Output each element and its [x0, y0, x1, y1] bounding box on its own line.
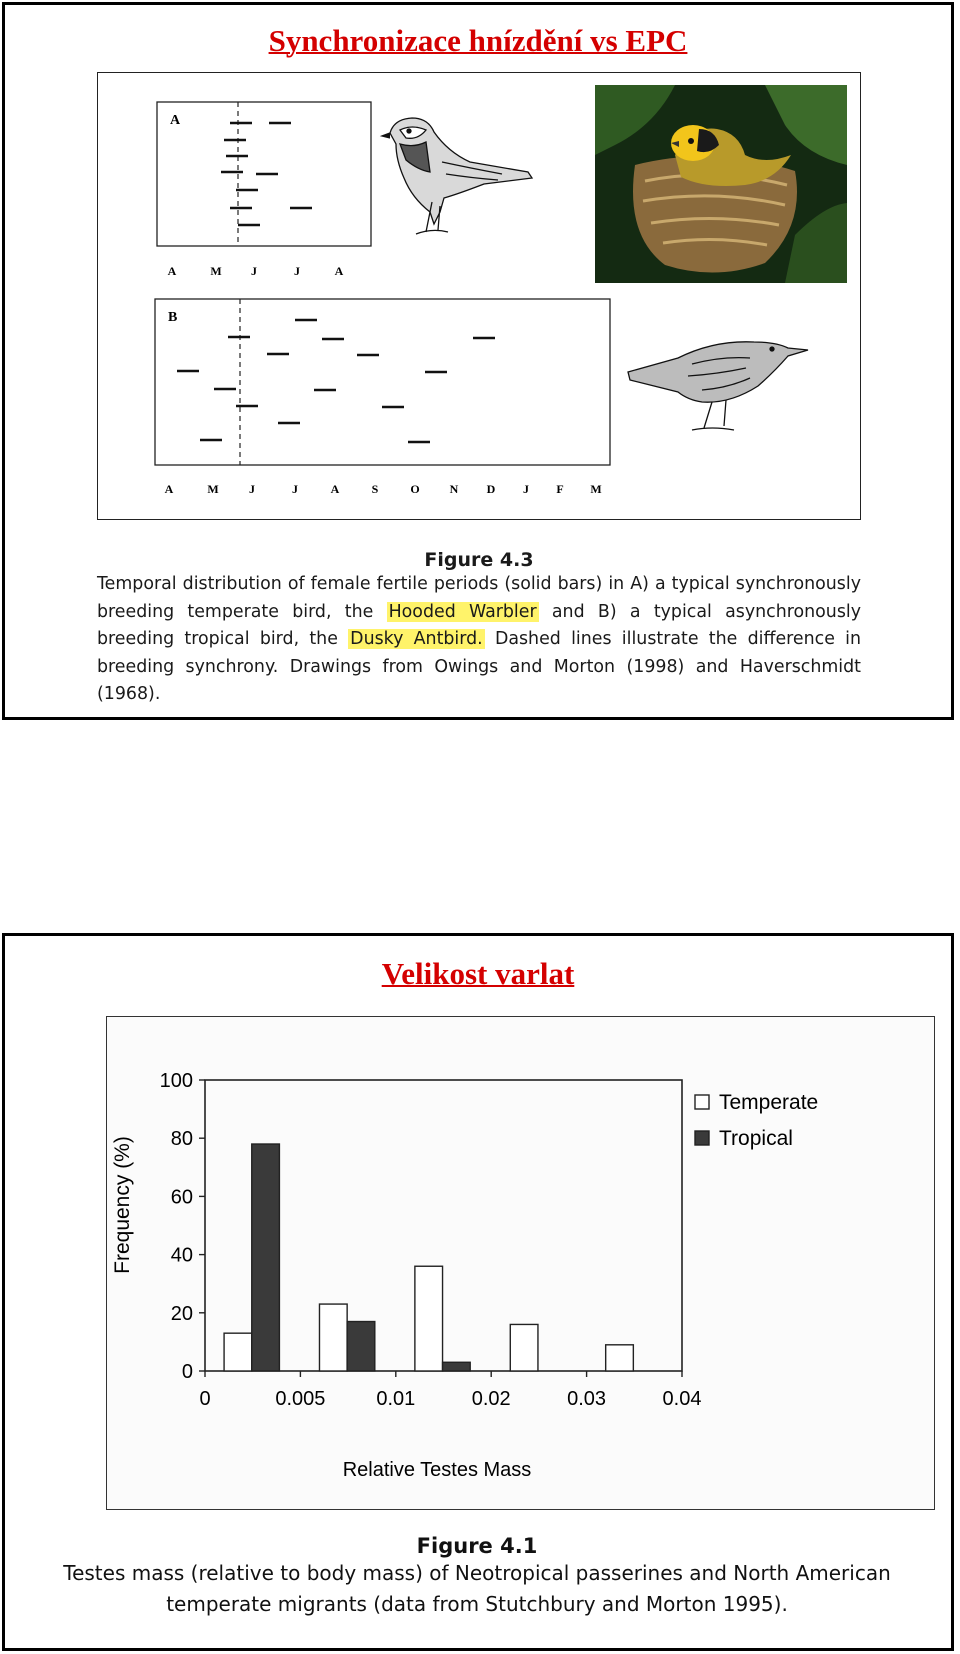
figure-label: Figure 4.3	[424, 549, 534, 571]
y-tick-label: 100	[159, 1070, 193, 1092]
month-label: A	[167, 264, 177, 278]
x-tick-labels	[199, 1388, 701, 1410]
legend-label: Tropical	[719, 1127, 793, 1150]
month-label: J	[294, 264, 300, 278]
legend-swatch	[695, 1095, 709, 1109]
chart-legend	[695, 1091, 818, 1150]
x-tick-label: 0.005	[275, 1388, 326, 1410]
month-label: J	[251, 264, 257, 278]
month-label: A	[164, 482, 174, 496]
figure-caption	[17, 1534, 937, 1620]
testes-mass-chart	[107, 1017, 933, 1508]
warbler-drawing	[382, 118, 532, 234]
x-tick-label: 0.03	[567, 1388, 607, 1410]
chart-frame	[106, 1016, 935, 1510]
bar-temperate	[224, 1333, 252, 1371]
x-tick-label: 0.01	[376, 1388, 416, 1410]
panel-a-label: A	[170, 113, 181, 128]
bar-temperate	[319, 1304, 347, 1371]
slide-title: Velikost varlat	[381, 956, 575, 991]
month-label: O	[410, 482, 420, 496]
highlighted-species-dusky-antbird: Dusky Antbird.	[350, 629, 483, 649]
month-label: F	[556, 482, 564, 496]
month-label: M	[207, 482, 219, 496]
y-tick-label: 80	[170, 1128, 193, 1151]
x-tick-label: 0	[199, 1388, 211, 1410]
y-tick-label: 20	[170, 1302, 193, 1325]
month-label: M	[210, 264, 222, 278]
panel-b-box	[155, 299, 610, 465]
hooded-warbler-nest-photo	[595, 85, 847, 283]
nest-photo-art	[595, 85, 847, 283]
y-tick-label: 0	[181, 1361, 193, 1383]
month-label: J	[523, 482, 529, 496]
caption-part: Dashed lines illustrate the difference in breeding synchrony. Drawings from Owings and Morton (1998) and Haverschmidt (1968).	[97, 629, 862, 704]
month-label: A	[334, 264, 344, 278]
month-label: A	[330, 482, 340, 496]
bar-tropical	[347, 1322, 375, 1371]
bar-temperate	[606, 1345, 634, 1371]
legend-label: Temperate	[719, 1091, 819, 1114]
slide-synchrony	[2, 2, 954, 720]
panel-b-month-labels	[165, 482, 602, 496]
panel-b-label: B	[168, 310, 178, 325]
bar-tropical	[252, 1144, 280, 1371]
y-tick-label: 60	[170, 1186, 193, 1209]
month-label: M	[590, 482, 602, 496]
caption-line: temperate migrants (data from Stutchbury and Morton 1995).	[166, 1592, 788, 1616]
antbird-drawing	[628, 342, 808, 430]
bar-temperate	[510, 1324, 538, 1371]
month-label: D	[486, 482, 496, 496]
x-tick-label: 0.02	[471, 1388, 511, 1410]
month-label: J	[249, 482, 255, 496]
caption-line: Testes mass (relative to body mass) of Neotropical passerines and North American	[63, 1561, 891, 1585]
month-label: S	[371, 482, 379, 496]
caption-part: Temporal distribution of female fertile periods (solid bars) in A) a typical synchronously breeding temperate bird, the	[97, 574, 861, 622]
y-tick-label: 40	[170, 1244, 193, 1267]
highlighted-species-hooded-warbler: Hooded Warbler	[388, 601, 537, 622]
x-tick-label: 0.04	[662, 1388, 702, 1410]
chart-bars	[224, 1144, 633, 1371]
panel-a-bars	[221, 123, 312, 225]
slide-title: Synchronizace hnízdění vs EPC	[268, 23, 688, 58]
x-axis-label: Relative Testes Mass	[342, 1459, 532, 1481]
month-label: J	[292, 482, 298, 496]
slide-testes-size	[2, 933, 954, 1651]
panel-a-month-labels	[168, 264, 344, 278]
panel-b-bars	[177, 320, 495, 442]
figure-caption	[97, 549, 861, 709]
caption-part: and B) a typical asynchronously breeding tropical bird, the	[97, 601, 862, 649]
month-label: N	[449, 482, 459, 496]
bar-tropical	[443, 1362, 471, 1371]
y-axis-label: Frequency (%)	[111, 1136, 134, 1274]
figure-label: Figure 4.1	[416, 1534, 538, 1558]
legend-swatch	[695, 1131, 709, 1145]
bar-temperate	[415, 1266, 443, 1371]
y-tick-labels	[160, 1070, 193, 1383]
caption-text	[97, 571, 861, 709]
